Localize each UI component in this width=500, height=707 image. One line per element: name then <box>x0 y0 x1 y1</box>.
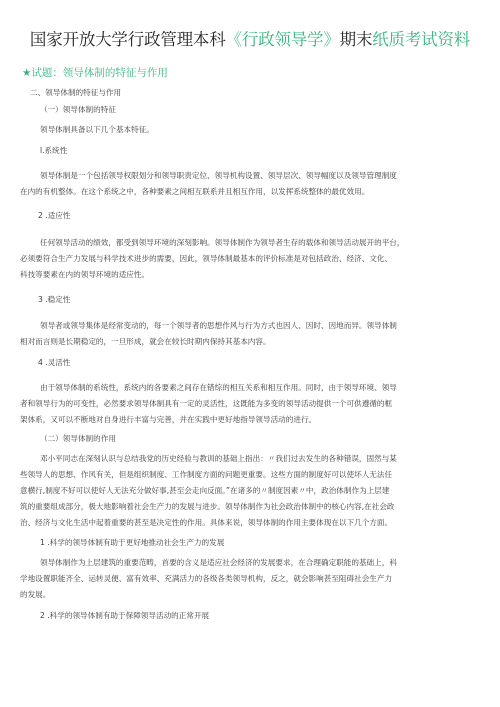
paragraph-line: 邓小平同志在深刻认识与总结我党的历史经验与教训的基础上指出：〃我们过去发生的各种错误，固然与某 <box>40 454 397 463</box>
item-heading: 3 .稳定性 <box>38 295 71 304</box>
paragraph-line: 领导体制具备以下几个基本特征。 <box>40 125 154 134</box>
paragraph-line: 筑的重要组成部分，极大地影响着社会生产力的发展与进步。领导体制作为社会政治体制中的核心内容,在社会政 <box>20 502 395 511</box>
paragraph-line: 架体系，又可以不断地对自身进行丰富与完善，并在实践中更好地指导领导活动的进行。 <box>20 415 317 424</box>
paragraph-line: 由于领导体制的系统性，系统内的各要素之间存在错综的相互关系和相互作用。同时，由于领导环境、领导 <box>40 383 397 392</box>
item-heading: 1 .科学的领导体制有助于更好地推动社会生产力的发展 <box>40 538 225 547</box>
paragraph-line: 治、经济与文化生活中起着重要的甚至是决定性的作用。具体来说，领导体制的作用主要体现在以下几个方面。 <box>20 518 393 527</box>
paragraph-line: 相对而言则是长期稳定的，一旦形成，就会在较长时期内保持其基本内容。 <box>20 337 271 346</box>
item-heading: 4 .灵活性 <box>38 358 71 367</box>
paragraph-line: 意横行,制度不好可以使好人无法充分做好事,甚至会走向反面。”在诸多的〃制度因素〃中，政治体制作为上层建 <box>20 486 390 495</box>
section-heading: 二、领导体制的特征与作用 <box>30 88 122 97</box>
title-part-school: 国家开放大学行政管理本科 <box>29 30 226 49</box>
title-part-term: 期末 <box>339 30 373 49</box>
item-heading: 2 .科学的领导体制有助于保障领导活动的正常开展 <box>40 611 210 620</box>
paragraph-line: 任何领导活动的绩效，都受到领导环境的深刻影响。领导体制作为领导者生存的载体和领导活动展开的平台， <box>40 238 405 247</box>
paragraph-line: 必须要符合生产力发展与科学技术进步的需要，因此，领导体制最基本的评价标准是对包括政治、经济、文化、 <box>20 254 393 263</box>
paragraph-line: 学地设置职能齐全、运转灵便、富有效率、充满活力的各级各类领导机构，反之，就会影响甚至阻碍社会生产力 <box>20 574 393 583</box>
subsection-heading: （一）领导体制的特征 <box>40 105 116 114</box>
item-heading: 2 .适应性 <box>38 211 71 220</box>
paragraph-line: 的发展。 <box>20 590 51 599</box>
title-part-course: 《行政领导学》 <box>225 30 340 49</box>
subsection-heading: （二）领导体制的作用 <box>40 434 116 443</box>
paragraph-line: 在内的有机整体。在这个系统之中，各种要素之间相互联系并且相互作用，以发挥系统整体的最优效用。 <box>20 187 370 196</box>
question-subtitle: ★试题：领导体制的特征与作用 <box>22 67 168 79</box>
paragraph-line: 领导体制作为上层建筑的重要范畴，首要的含义是适应社会经济的发展要求，在合理确定职能的基础上，科 <box>40 558 397 567</box>
paragraph-line: 些领导人的思想、作风有关，但是组织制度、工作制度方面的问题更重要。这些方面的制度好可以使坏人无法任 <box>20 470 393 479</box>
document-title <box>0 28 500 52</box>
paragraph-line: 者和领导行为的可变性，必然要求领导体制具有一定的灵活性，这既能为多变的领导活动提供一个可供遵循的框 <box>20 399 393 408</box>
paragraph-line: 领导体制是一个包括领导权限划分和领导职责定位、领导机构设置、领导层次、领导幅度以及领导管理制度 <box>40 171 397 180</box>
paragraph-line: 科技等要素在内的领导环境的适应性。 <box>20 270 150 279</box>
paragraph-line: 领导者或领导集体是经常变动的，每一个领导者的思想作风与行为方式也因人、因时、因地而异。领导体制 <box>40 321 397 330</box>
item-heading: l.系统性 <box>40 146 68 155</box>
title-part-type: 纸质考试资料 <box>372 30 471 49</box>
